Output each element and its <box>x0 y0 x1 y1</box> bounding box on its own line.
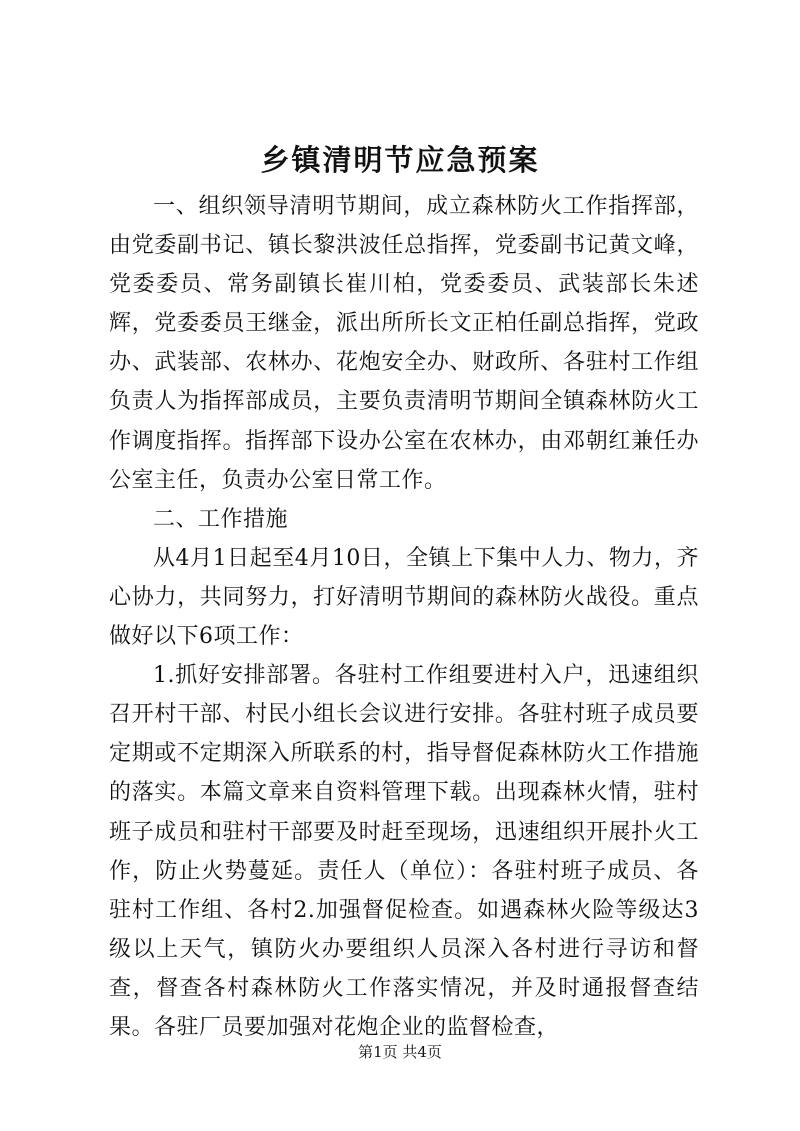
paragraph-schedule: 从4月1日起至4月10日，全镇上下集中人力、物力，齐心协力，共同努力，打好清明节期间的森林防火战役。重点做好以下6项工作： <box>109 545 699 650</box>
document-body <box>109 187 699 1047</box>
paragraph-deployment: 1.抓好安排部署。各驻村工作组要进村入户，迅速组织召开村干部、村民小组长会议进行安排。各驻村班子成员要定期或不定期深入所联系的村，指导督促森林防火工作措施的落实。本篇文章来自资料管理下载。出现森林火情，驻村班子成员和驻村干部要及时赶至现场，迅速组织开展扑火工作，防止火势蔓延。责任人（单位）：各驻村班子成员、各驻村工作组、各村2.加强督促检查。如遇森林火险等级达3级以上天气，镇防火办要组织人员深入各村进行寻访和督查，督查各村森林防火工作落实情况，并及时通报督查结果。各驻厂员要加强对花炮企业的监督检查， <box>109 663 699 1040</box>
page-footer: 第1页 共4页 <box>358 1043 442 1061</box>
paragraph-measures-heading: 二、工作措施 <box>153 506 289 532</box>
paragraph-organization: 一、组织领导清明节期间，成立森林防火工作指挥部，由党委副书记、镇长黎洪波任总指挥，党委副书记黄文峰，党委委员、常务副镇长崔川柏，党委委员、武装部长朱述辉，党委委员王继金，派出所所长文正柏任副总指挥，党政办、武装部、农林办、花炮安全办、财政所、各驻村工作组负责人为指挥部成员，主要负责清明节期间全镇森林防火工作调度指挥。指挥部下设办公室在农林办，由邓朝红兼任办公室主任，负责办公室日常工作。 <box>109 194 699 493</box>
document-title: 乡镇清明节应急预案 <box>260 143 540 177</box>
